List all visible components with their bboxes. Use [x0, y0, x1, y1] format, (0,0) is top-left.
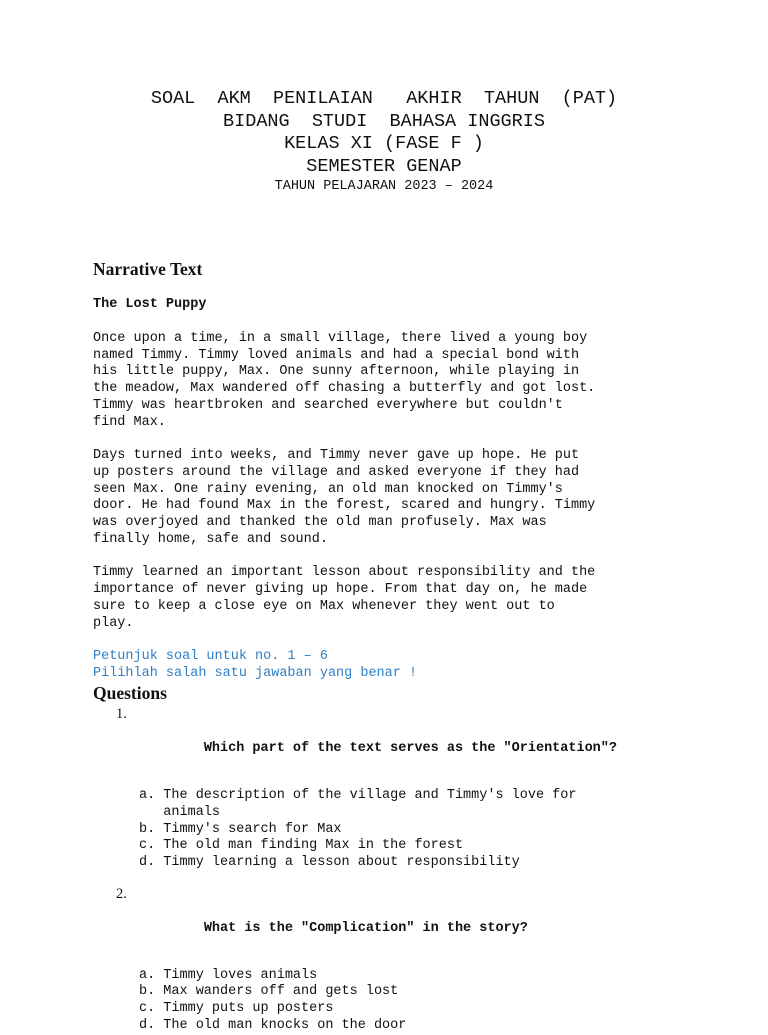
- header-academic-year: TAHUN PELAJARAN 2023 – 2024: [274, 179, 494, 194]
- question-prompt: What is the "Complication" in the story?: [203, 920, 528, 936]
- story-title: The Lost Puppy: [93, 297, 207, 312]
- answer-option-b: b. Timmy's search for Max: [139, 821, 342, 837]
- section-title: Narrative Text: [93, 259, 203, 279]
- exam-header: [0, 88, 768, 196]
- instruction-choose: Pilihlah salah satu jawaban yang benar !: [93, 665, 418, 681]
- answer-option-d: d. Timmy learning a lesson about responsibility: [139, 855, 520, 871]
- answer-option-a: a. Timmy loves animals: [139, 967, 318, 983]
- header-subject: BIDANG STUDI BAHASA INGGRIS: [223, 110, 545, 132]
- questions-title: Questions: [93, 683, 167, 704]
- header-class: KELAS XI (FASE F ): [284, 133, 484, 154]
- story-paragraph: Timmy learned an important lesson about responsibility and the importance of never giving up hope. From that day on, he made sure to keep a close eye on Max whenever they went out to play.: [93, 565, 596, 631]
- answer-option-c: c. The old man finding Max in the forest: [139, 838, 464, 854]
- question-number: 2.: [116, 885, 127, 902]
- answer-option-a: a. The description of the village and Timmy's love for animals: [139, 788, 577, 820]
- document-body: [93, 256, 703, 1035]
- instruction-range: Petunjuk soal untuk no. 1 – 6: [93, 649, 328, 665]
- answer-option-b: b. Max wanders off and gets lost: [139, 984, 399, 1000]
- question-item: [93, 706, 703, 872]
- header-title: SOAL AKM PENILAIAN AKHIR TAHUN (PAT): [150, 88, 618, 109]
- answer-option-d: d. The old man knocks on the door: [139, 1017, 407, 1033]
- question-text: [93, 886, 703, 954]
- answer-options: [93, 788, 703, 872]
- question-text: [93, 706, 703, 774]
- answer-options: [93, 968, 703, 1035]
- question-number: 1.: [116, 706, 127, 723]
- question-prompt: Which part of the text serves as the "Orientation"?: [203, 741, 617, 757]
- header-semester: SEMESTER GENAP: [306, 155, 462, 177]
- answer-option-c: c. Timmy puts up posters: [139, 1001, 334, 1017]
- story-paragraph: Days turned into weeks, and Timmy never gave up hope. He put up posters around the village and asked everyone if they had seen Max. One rainy evening, an old man knocked on Timmy's door. He had found Max in the forest, scared and hungry. Timmy was overjoyed and thanked the old man profusely. Max was finally home, safe and sound.: [93, 448, 596, 547]
- story-paragraph: Once upon a time, in a small village, there lived a young boy named Timmy. Timmy loved animals and had a special bond with his little puppy, Max. One sunny afternoon, while playing in the meadow, Max wandered off chasing a butterfly and got lost. Timmy was heartbroken and searched everywhere but couldn't find Max.: [93, 331, 596, 430]
- question-item: [93, 886, 703, 1035]
